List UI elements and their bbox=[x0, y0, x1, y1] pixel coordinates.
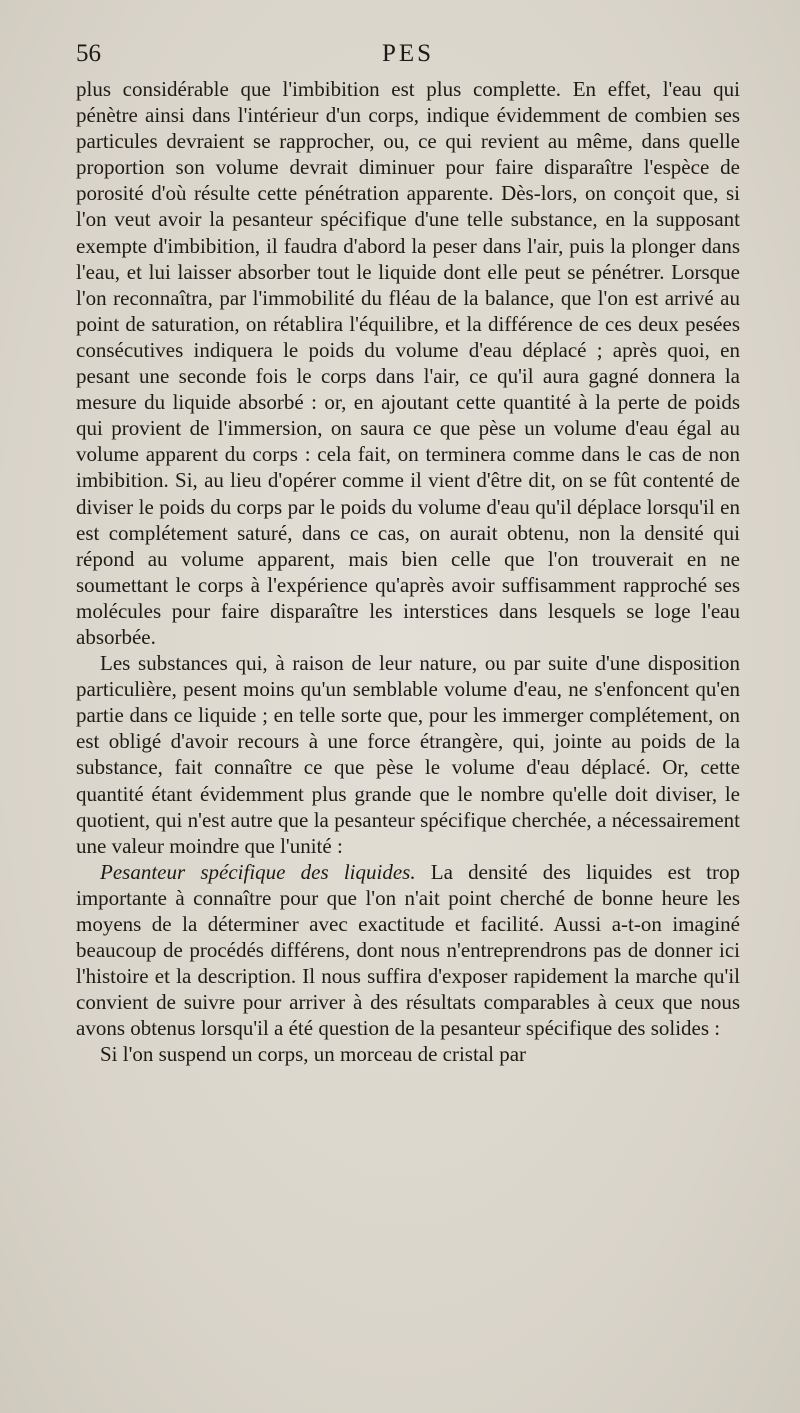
paragraph-light-substances: Les substances qui, à raison de leur nature, ou par suite d'une disposition particulière, pesent moins qu'un semblable volume d'eau, ne s'enfoncent qu'en partie dans ce liquide ; en telle sorte que, pour les immerger complétement, on est obligé d'avoir recours à une force étrangère, qui, jointe au poids de la substance, fait connaître ce que pèse le volume d'eau déplacé. Or, cette quantité étant évidemment plus grande que le nombre qu'elle doit diviser, le quotient, qui n'est autre que la pesanteur spécifique cherchée, a nécessairement une valeur moindre que l'unité : bbox=[76, 651, 740, 858]
section-run-in-heading: Pesanteur spécifique des liquides. bbox=[100, 859, 416, 884]
paragraph-suspension: Si l'on suspend un corps, un morceau de cristal par bbox=[100, 1042, 527, 1067]
paragraph-imbibition: plus considérable que l'imbibition est plus complette. En effet, l'eau qui pénètre ainsi dans l'intérieur d'un corps, indique évidemment de combien ses particules devraient se rapprocher, ou, ce qui revient au même, dans quelle proportion son volume devrait diminuer pour faire disparaître l'espèce de porosité d'où résulte cette pénétration apparente. Dès-lors, on conçoit que, si l'on veut avoir la pesanteur spécifique d'une telle substance, en la supposant exempte d'imbibition, il faudra d'abord la peser dans l'air, puis la plonger dans l'eau, et lui laisser absorber tout le liquide dont elle peut se pénétrer. Lorsque l'on reconnaîtra, par l'immobilité du fléau de la balance, que l'on est arrivé au point de saturation, on rétablira l'équilibre, et la différence de ces deux pesées consécutives indiquera le poids du volume d'eau déplacé ; après quoi, en pesant une seconde fois le corps dans l'air, ce qu'il aura gagné donnera la mesure du liquide absorbé : or, en ajoutant cette quantité à la perte de poids qui provient de l'immersion, on saura ce que pèse un volume d'eau égal au volume apparent du corps : cela fait, on terminera comme dans le cas de non imbibition. Si, au lieu d'opérer comme il vient d'être dit, on se fût contenté de diviser le poids du corps par le poids du volume d'eau qu'il déplace lorsqu'il en est complétement saturé, dans ce cas, on aurait obtenu, non la densité qui répond au volume apparent, mais bien celle que l'on trouverait en ne soumettant le corps à l'expérience qu'après avoir suffisamment rapproché ses molécules pour faire disparaître les interstices dans lesquels se loge l'eau absorbée. bbox=[76, 77, 740, 649]
paragraph-liquids bbox=[76, 859, 740, 1042]
page-number: 56 bbox=[76, 40, 101, 67]
page-header bbox=[76, 40, 740, 76]
running-head: PES bbox=[381, 40, 435, 67]
paragraph-liquids-text: La densité des liquides est trop importante à connaître pour que l'on n'ait point cherché de bonne heure les moyens de la déterminer avec exactitude et facilité. Aussi a-t-on imaginé beaucoup de procédés différens, dont nous n'entreprendrons pas de donner ici l'histoire et la description. Il nous suffira d'exposer rapidement la marche qu'il convient de suivre pour arriver à des résultats comparables à ceux que nous avons obtenus lorsqu'il a été question de la pesanteur spécifique des solides : bbox=[76, 859, 740, 1041]
body-text bbox=[76, 76, 740, 1068]
